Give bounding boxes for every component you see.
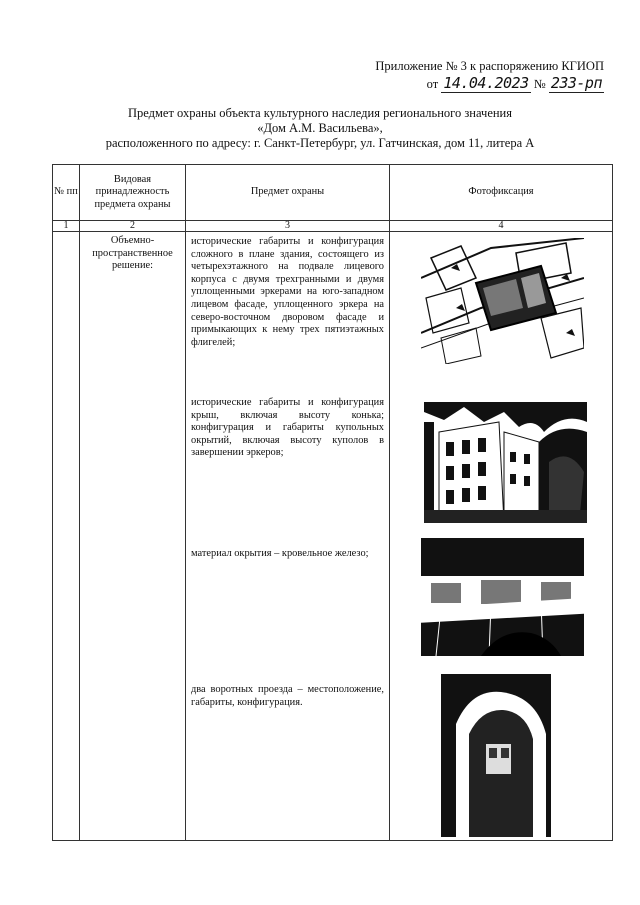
column-number: 3: [186, 221, 390, 232]
subject-item: исторические габариты и конфигурация сложного в плане здания, состоящего из четырехэтажного на подвале лицевого корпуса с двумя трехгранными и двумя уплощенными эркерами на юго-западном лицевом фасаде, уплощенного эркера на северо-восточном дворовом фасаде и примыкающих к нему трех пятиэтажных флигелей;: [191, 236, 384, 348]
kind-cell: Объемно-пространственное решение:: [80, 232, 186, 841]
title-line-2: «Дом А.М. Васильева»,: [257, 121, 383, 135]
table-row: [53, 232, 613, 841]
header-number: № пп: [53, 165, 80, 221]
column-number: 4: [390, 221, 613, 232]
site-plan-image: [421, 238, 584, 364]
column-number: 2: [80, 221, 186, 232]
header-kind: Видовая принадлежность предмета охраны: [80, 165, 186, 221]
column-number-row: [53, 221, 613, 232]
subject-item: материал окрытия – кровельное железо;: [191, 548, 369, 559]
table-header-row: [53, 165, 613, 221]
appendix-line: Приложение № 3 к распоряжению КГИОП: [375, 59, 604, 73]
protection-subject-table: [52, 164, 613, 841]
rooftop-image: [421, 538, 584, 656]
subject-cell: [186, 232, 390, 841]
street-facade-image: [424, 402, 587, 523]
title-line-1: Предмет охраны объекта культурного наследия регионального значения: [127, 106, 512, 120]
order-date: 14.04.2023: [443, 74, 529, 92]
number-prefix: №: [533, 77, 546, 91]
order-number: 233-рп: [550, 74, 602, 92]
gate-passage-image: [441, 674, 564, 837]
from-prefix: от: [426, 77, 439, 91]
header-subject: Предмет охраны: [186, 165, 390, 221]
subject-item: два воротных проезда – местоположение, габариты, конфигурация.: [191, 684, 384, 708]
row-number-cell: [53, 232, 80, 841]
column-number: 1: [53, 221, 80, 232]
appendix-reference: [375, 58, 604, 92]
subject-item: исторические габариты и конфигурация крыш, включая высоту конька; конфигурация и габариты купольных окрытий, включая высоту куполов в завершении эркеров;: [191, 397, 384, 459]
document-title: [40, 106, 600, 151]
header-photos: Фотофиксация: [390, 165, 613, 221]
title-line-3: расположенного по адресу: г. Санкт-Петербург, ул. Гатчинская, дом 11, литера А: [105, 136, 535, 150]
photo-cell: [390, 232, 613, 841]
order-date-number-line: [427, 75, 604, 92]
